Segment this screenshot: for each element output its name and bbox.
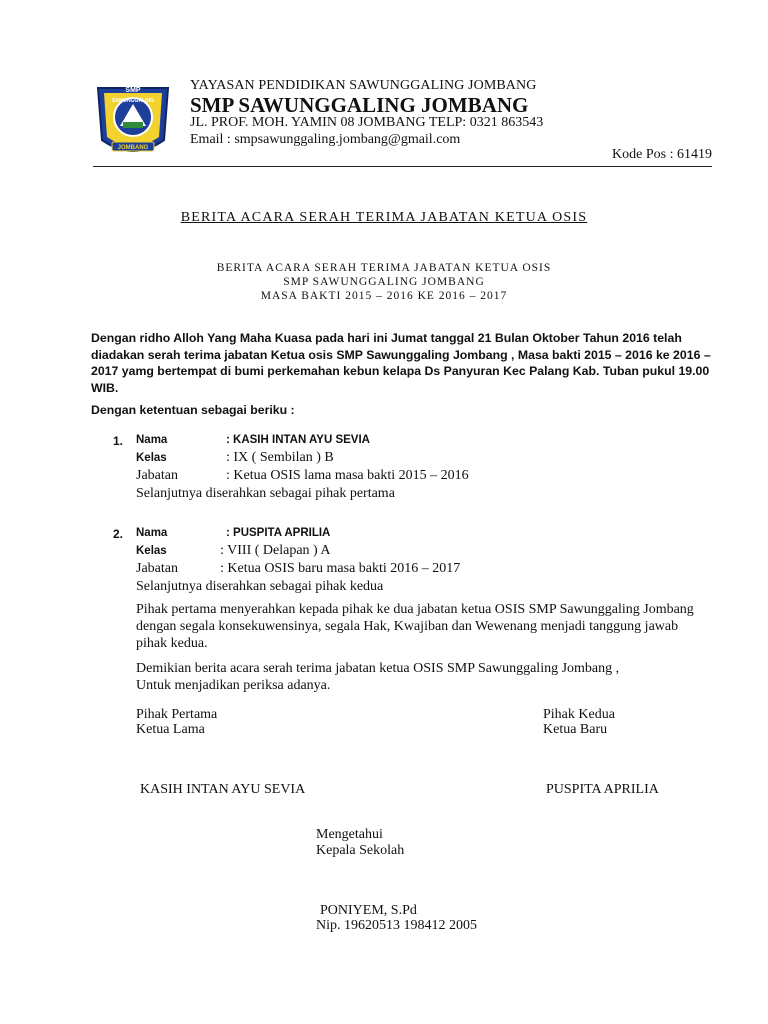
signature-center-role: Mengetahui [316, 827, 383, 842]
signature-center-position: Kepala Sekolah [316, 843, 405, 858]
party-2-kelas-value: : VIII ( Delapan ) A [220, 543, 331, 558]
closing-line-2: Untuk menjadikan periksa adanya. [136, 678, 331, 693]
document-title: BERITA ACARA SERAH TERIMA JABATAN KETUA OSIS [180, 210, 588, 225]
conditions-label: Dengan ketentuan sebagai beriku : [91, 403, 295, 417]
intro-paragraph: Dengan ridho Alloh Yang Maha Kuasa pada hari ini Jumat tanggal 21 Bulan Oktober Tahun 2016 telah diadakan serah terima jabatan Ketua osis SMP Sawunggaling Jombang , Masa bakti 2015 – 2016 ke 2016 – 2017 yamg bertempat di bumi perkemahan kebun kelapa Ds Panyuran Kec Palang Kab. Tuban pukul 19.00 WIB. [91, 331, 711, 395]
logo-text-top: SMP [125, 87, 141, 94]
subheading-line-2: SMP SAWUNGGALING JOMBANG [283, 276, 485, 288]
principal-nip: Nip. 19620513 198412 2005 [316, 918, 477, 933]
header-divider [93, 166, 712, 167]
principal-name: PONIYEM, S.Pd [320, 903, 417, 918]
party-1-nama-label: Nama [136, 434, 168, 446]
school-logo [90, 82, 176, 162]
school-name: SMP SAWUNGGALING JOMBANG [190, 93, 529, 117]
postal-code: Kode Pos : 61419 [612, 147, 712, 162]
party-1-nama-value: : KASIH INTAN AYU SEVIA [226, 434, 370, 446]
signature-right-name: PUSPITA APRILIA [546, 782, 659, 797]
party-1-jabatan-value: : Ketua OSIS lama masa bakti 2015 – 2016 [226, 468, 469, 483]
foundation-name: YAYASAN PENDIDIKAN SAWUNGGALING JOMBANG [190, 78, 537, 93]
signature-left-name: KASIH INTAN AYU SEVIA [140, 782, 306, 797]
party-2-note: Selanjutnya diserahkan sebagai pihak kedua [136, 579, 384, 594]
school-email: Email : smpsawunggaling.jombang@gmail.com [190, 132, 461, 147]
party-1-kelas-label: Kelas [136, 452, 167, 464]
party-1-note: Selanjutnya diserahkan sebagai pihak pertama [136, 486, 395, 501]
party-2-jabatan-label: Jabatan [136, 561, 178, 576]
school-address: JL. PROF. MOH. YAMIN 08 JOMBANG TELP: 0321 863543 [190, 115, 544, 130]
party-2-number: 2. [113, 527, 124, 541]
signature-left-role: Pihak Pertama [136, 707, 218, 722]
signature-left-position: Ketua Lama [136, 722, 205, 737]
closing-line-1: Demikian berita acara serah terima jabatan ketua OSIS SMP Sawunggaling Jombang , [136, 661, 620, 676]
party-2-jabatan-value: : Ketua OSIS baru masa bakti 2016 – 2017 [220, 561, 461, 576]
signature-right-position: Ketua Baru [543, 722, 608, 737]
logo-text-bottom: JOMBANG [117, 145, 149, 151]
subheading-line-1: BERITA ACARA SERAH TERIMA JABATAN KETUA OSIS [216, 262, 552, 274]
party-1-jabatan-label: Jabatan [136, 468, 178, 483]
handover-paragraph: Pihak pertama menyerahkan kepada pihak ke dua jabatan ketua OSIS SMP Sawunggaling Jombang dengan segala konsekuwensinya, segala Hak, Kwajiban dan Wewenang menjadi tanggung jawab pihak kedua. [136, 602, 694, 651]
logo-text-ring: SAWUNGGALING [112, 98, 154, 104]
party-1-kelas-value: : IX ( Sembilan ) B [226, 450, 334, 465]
party-2-nama-value: : PUSPITA APRILIA [226, 527, 331, 539]
party-1-number: 1. [113, 434, 124, 448]
party-2-kelas-label: Kelas [136, 545, 167, 557]
party-2-nama-label: Nama [136, 527, 168, 539]
subheading-line-3: MASA BAKTI 2015 – 2016 KE 2016 – 2017 [260, 290, 508, 302]
signature-right-role: Pihak Kedua [543, 707, 615, 722]
